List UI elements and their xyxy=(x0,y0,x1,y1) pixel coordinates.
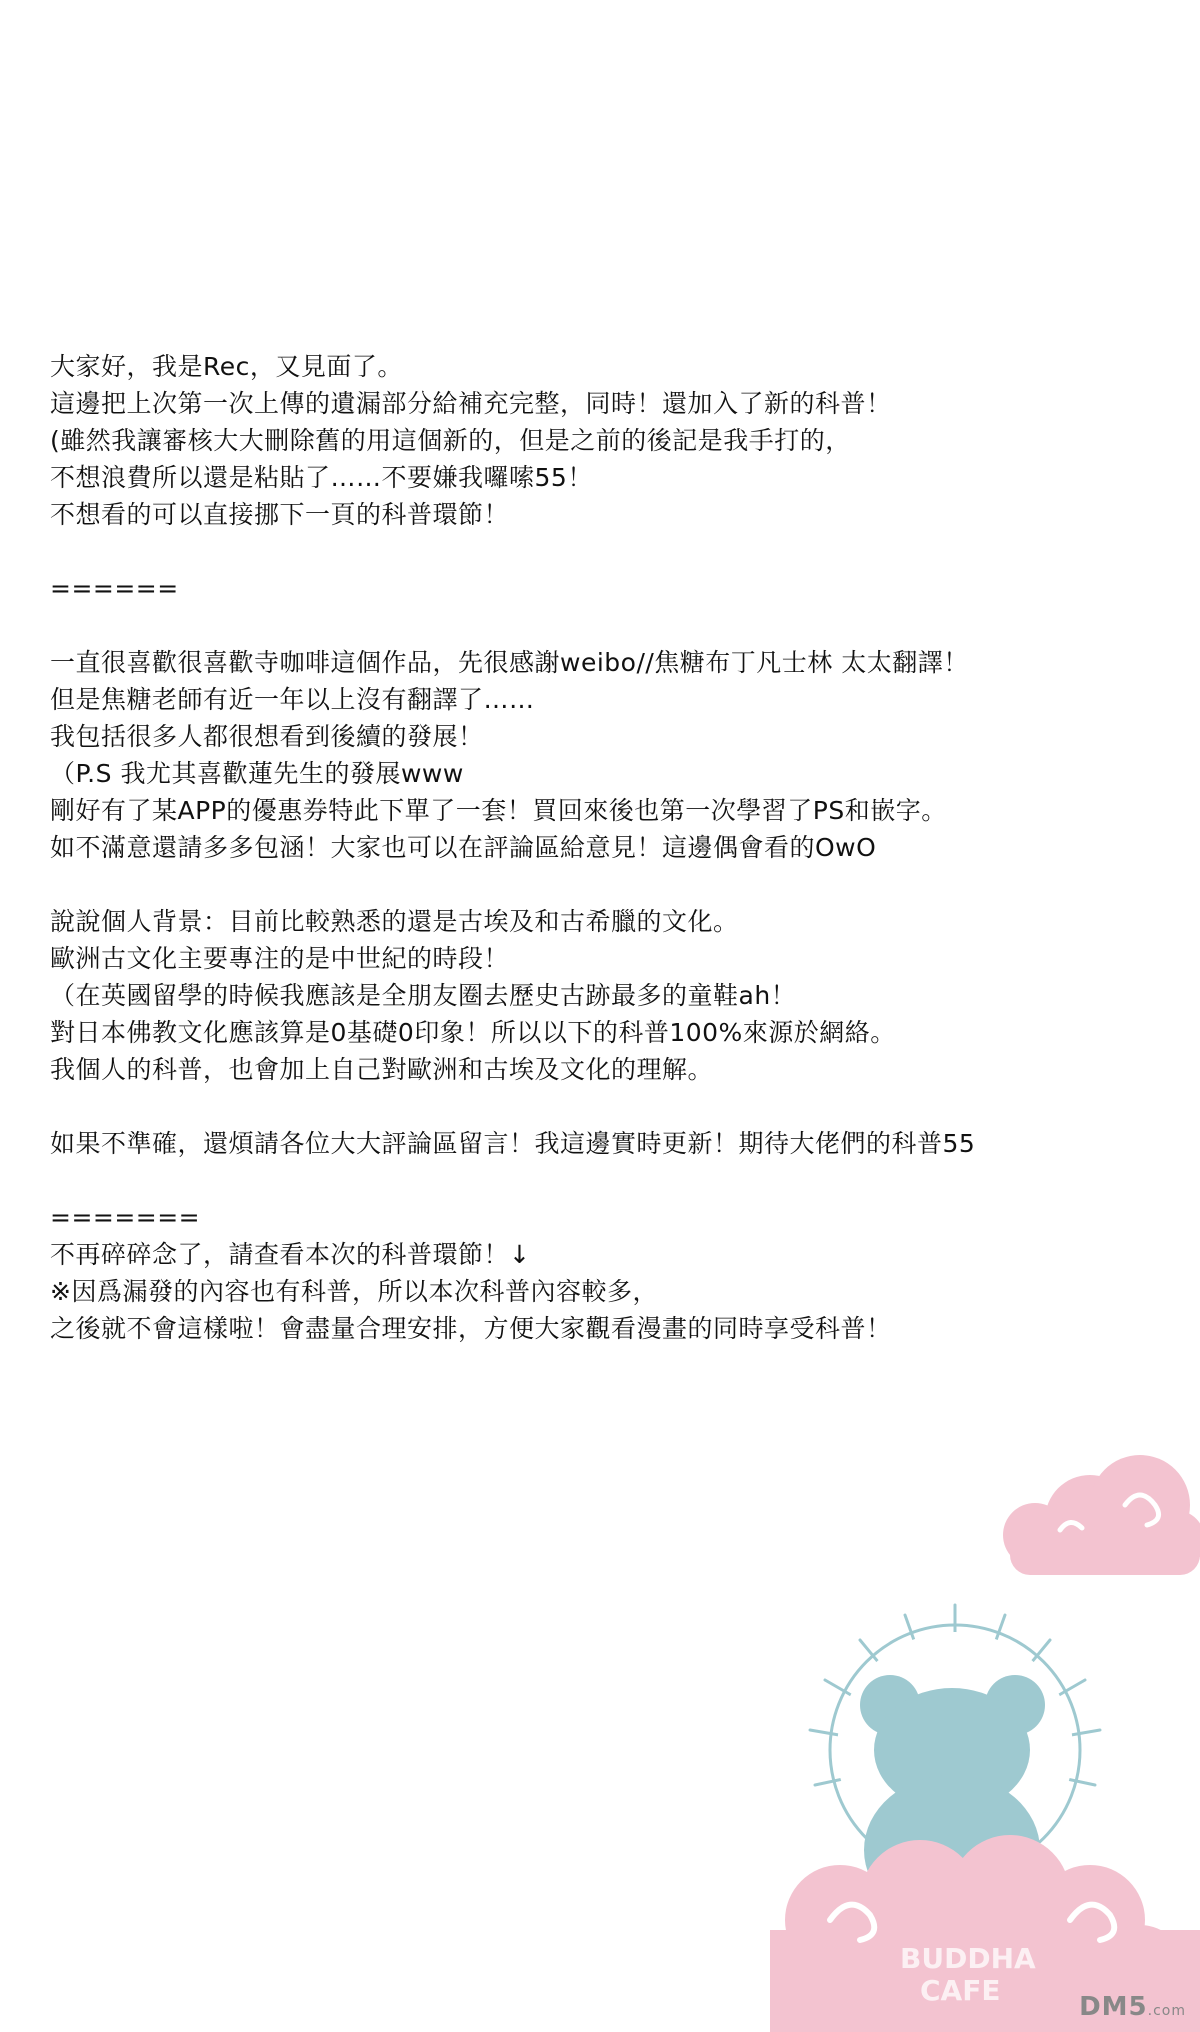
text-line: 說說個人背景：目前比較熟悉的還是古埃及和古希臘的文化。 xyxy=(50,907,739,936)
text-line: (雖然我讓審核大大刪除舊的用這個新的，但是之前的後記是我手打的， xyxy=(50,426,851,455)
text-line: 大家好，我是Rec，又見面了。 xyxy=(50,352,403,381)
separator-line: ====== xyxy=(50,574,179,603)
text-line: 如果不準確，還煩請各位大大評論區留言！我這邊實時更新！期待大佬們的科普55 xyxy=(50,1129,976,1158)
text-line: （P.S 我尤其喜歡蓮先生的發展www xyxy=(50,759,464,788)
text-line: 但是焦糖老師有近一年以上沒有翻譯了…… xyxy=(50,685,535,714)
text-line: 這邊把上次第一次上傳的遺漏部分給補充完整，同時！還加入了新的科普！ xyxy=(50,389,892,418)
text-line: 歐洲古文化主要專注的是中世紀的時段！ xyxy=(50,944,510,973)
separator-line: ======= xyxy=(50,1203,201,1232)
watermark-brand: DM5 xyxy=(1079,1992,1148,2022)
text-line: 我個人的科普，也會加上自己對歐洲和古埃及文化的理解。 xyxy=(50,1055,714,1084)
logo-text-cafe: CAFE xyxy=(920,1974,1001,2007)
text-line: 剛好有了某APP的優惠券特此下單了一套！買回來後也第一次學習了PS和嵌字。 xyxy=(50,796,947,825)
afterword-text xyxy=(50,348,1160,1347)
logo-text-buddha: BUDDHA xyxy=(900,1942,1036,1975)
text-line: 對日本佛教文化應該算是0基礎0印象！所以以下的科普100%來源於網絡。 xyxy=(50,1018,896,1047)
text-line: （在英國留學的時候我應該是全朋友圈去歷史古跡最多的童鞋ah！ xyxy=(50,981,797,1010)
text-line: ※因爲漏發的內容也有科普，所以本次科普內容較多， xyxy=(50,1277,658,1306)
buddha-cafe-illustration xyxy=(770,1450,1200,2032)
text-line: 不想浪費所以還是粘貼了……不要嫌我囉嗦55！ xyxy=(50,463,593,492)
text-line: 如不滿意還請多多包涵！大家也可以在評論區給意見！這邊偶會看的OwO xyxy=(50,833,877,862)
text-line: 不想看的可以直接挪下一頁的科普環節！ xyxy=(50,500,510,529)
cloud-top-icon xyxy=(1003,1455,1200,1575)
watermark-suffix: .com xyxy=(1147,2003,1186,2019)
site-watermark xyxy=(1079,1992,1186,2022)
text-line: 之後就不會這樣啦！會盡量合理安排，方便大家觀看漫畫的同時享受科普！ xyxy=(50,1314,892,1343)
text-line: 我包括很多人都很想看到後續的發展！ xyxy=(50,722,484,751)
text-line: 不再碎碎念了，請查看本次的科普環節！↓ xyxy=(50,1240,531,1269)
text-line: 一直很喜歡很喜歡寺咖啡這個作品，先很感謝weibo//焦糖布丁凡士林 太太翻譯！ xyxy=(50,648,969,677)
